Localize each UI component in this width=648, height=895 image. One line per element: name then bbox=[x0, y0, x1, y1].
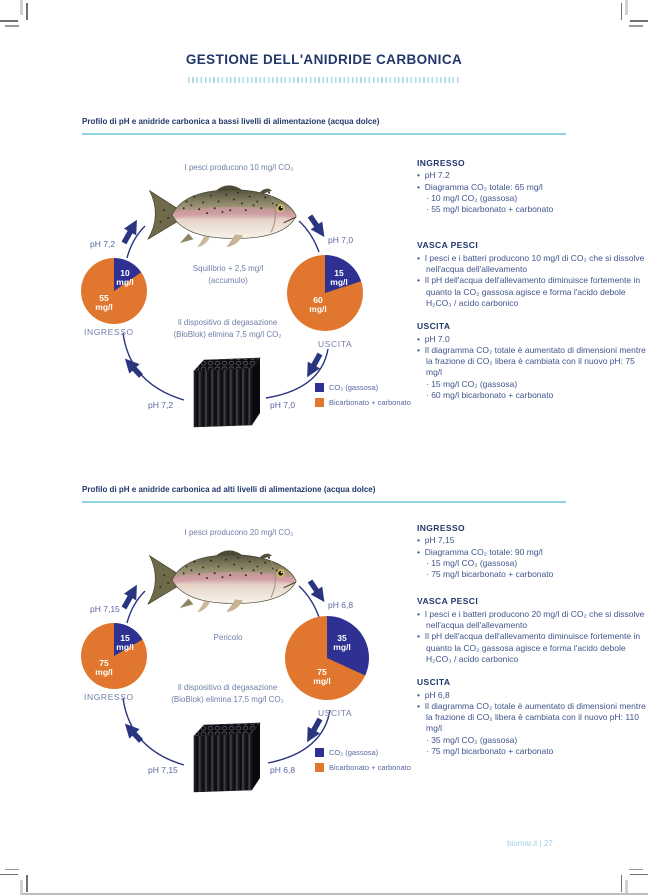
page-footer bbox=[470, 839, 590, 848]
vasca-pesci-block bbox=[417, 240, 646, 309]
ingresso-heading: INGRESSO bbox=[417, 523, 466, 533]
section-title-low-feeding: Profilo di pH e anidride carbonica a bassi livelli di alimentazione (acqua dolce) bbox=[82, 117, 380, 126]
uscita-ph-label: pH 7,0 bbox=[328, 235, 354, 245]
pie-bicarb-value: 75 mg/l bbox=[95, 658, 113, 677]
footer-separator: | bbox=[539, 839, 542, 848]
crop-mark bbox=[0, 874, 18, 876]
co2-cycle-diagram-low bbox=[78, 155, 410, 455]
ingresso-label: INGRESSO bbox=[84, 327, 134, 337]
bullet: • Diagramma CO₂ totale: 65 mg/l bbox=[417, 182, 646, 193]
uscita-heading: USCITA bbox=[417, 677, 451, 688]
text-panel-low bbox=[417, 158, 646, 401]
bioblok-cube-illustration bbox=[186, 355, 264, 429]
crop-mark bbox=[625, 0, 628, 15]
pie-bicarb-value: 75 mg/l bbox=[313, 667, 331, 686]
bullet: • Il pH dell'acqua dell'allevamento diminuisce fortemente in quanto la CO₂ gassosa agisce e forma l'acido debole H₂CO₃ / acido carbonico bbox=[417, 275, 646, 309]
vasca-pesci-block bbox=[417, 596, 646, 665]
crop-mark bbox=[621, 875, 623, 892]
text-panel-high bbox=[417, 523, 646, 757]
co2-cycle-diagram-high bbox=[78, 520, 410, 820]
pie-legend bbox=[315, 748, 411, 778]
bullet: • Il pH dell'acqua dell'allevamento diminuisce fortemente in quanto la CO₂ gassosa agisce e forma l'acido debole H₂CO₃ / acido carbonico bbox=[417, 631, 646, 665]
cube-right-ph-label: pH 7,0 bbox=[270, 400, 296, 410]
sub-bullet: · 55 mg/l bicarbonato + carbonato bbox=[417, 204, 646, 215]
legend-bicarb-label: Bicarbonato + carbonato bbox=[329, 763, 411, 772]
ingresso-heading: INGRESSO bbox=[417, 158, 466, 168]
sub-bullet: · 75 mg/l bicarbonato + carbonato bbox=[417, 746, 646, 757]
uscita-block bbox=[417, 321, 646, 401]
bullet: • Il diagramma CO₂ totale è aumentato di dimensioni mentre la frazione di CO₂ libera è cambiata con il nuovo pH: 110 mg/l bbox=[417, 701, 646, 735]
pie-bicarb-value: 55 mg/l bbox=[95, 293, 113, 312]
fish-caption: I pesci producono 10 mg/l CO₂ bbox=[184, 163, 294, 172]
legend-co2-label: CO₂ (gassosa) bbox=[329, 383, 379, 392]
sub-bullet: · 15 mg/l CO₂ (gassosa) bbox=[417, 379, 646, 390]
crop-mark bbox=[629, 869, 643, 871]
legend-co2-row bbox=[315, 383, 411, 392]
co2-swatch bbox=[315, 748, 324, 757]
sub-bullet: · 35 mg/l CO₂ (gassosa) bbox=[417, 735, 646, 746]
center-note: Pericolo bbox=[213, 633, 243, 642]
crop-mark bbox=[20, 0, 23, 15]
ingresso-block bbox=[417, 523, 646, 580]
bioblok-cube-illustration bbox=[186, 720, 264, 794]
crop-mark bbox=[629, 25, 643, 27]
pie-co2-value: 10 mg/l bbox=[116, 268, 134, 287]
ingresso-ph-label: pH 7,2 bbox=[90, 239, 116, 249]
trout-illustration bbox=[142, 542, 302, 620]
legend-co2-label: CO₂ (gassosa) bbox=[329, 748, 379, 757]
crop-mark bbox=[630, 874, 648, 876]
bullet: • pH 7,15 bbox=[417, 535, 646, 546]
legend-bicarb-label: Bicarbonato + carbonato bbox=[329, 398, 411, 407]
uscita-ph-label: pH 6,8 bbox=[328, 600, 354, 610]
crop-mark bbox=[621, 3, 623, 20]
vasca-heading: VASCA PESCI bbox=[417, 240, 479, 251]
crop-mark bbox=[630, 20, 648, 22]
cube-left-ph-label: pH 7,15 bbox=[148, 765, 178, 775]
fish-caption: I pesci producono 20 mg/l CO₂ bbox=[184, 528, 294, 537]
ingresso-pie-chart bbox=[81, 623, 147, 689]
legend-bicarb-row bbox=[315, 763, 411, 772]
cube-right-ph-label: pH 6,8 bbox=[270, 765, 296, 775]
bullet: • pH 7.2 bbox=[417, 170, 646, 181]
sub-bullet: · 60 mg/l bicarbonato + carbonato bbox=[417, 390, 646, 401]
legend-bicarb-row bbox=[315, 398, 411, 407]
sub-bullet: · 75 mg/l bicarbonato + carbonato bbox=[417, 569, 646, 580]
page-title: GESTIONE DELL'ANIDRIDE CARBONICA bbox=[185, 52, 463, 67]
section-divider bbox=[82, 501, 566, 503]
title-underline-ticks bbox=[188, 77, 460, 83]
footer-site: biomar.it bbox=[507, 839, 538, 848]
uscita-pie-chart bbox=[285, 616, 369, 700]
ingresso-label: INGRESSO bbox=[84, 692, 134, 702]
trout-illustration bbox=[142, 177, 302, 255]
crop-mark bbox=[5, 869, 19, 871]
bicarb-swatch bbox=[315, 763, 324, 772]
pie-co2-value: 15 mg/l bbox=[330, 268, 348, 287]
co2-swatch bbox=[315, 383, 324, 392]
sub-bullet: · 15 mg/l CO₂ (gassosa) bbox=[417, 558, 646, 569]
bullet: • Il diagramma CO₂ totale è aumentato di dimensioni mentre la frazione di CO₂ libera è cambiata con il nuovo pH: 75 mg/l bbox=[417, 345, 646, 379]
pie-bicarb-value: 60 mg/l bbox=[309, 295, 327, 314]
uscita-label: USCITA bbox=[318, 339, 353, 349]
uscita-label: USCITA bbox=[318, 708, 353, 718]
degasser-note: Il dispositivo di degasazione (BioBlok) elimina 17,5 mg/l CO₂ bbox=[171, 683, 284, 704]
uscita-pie-chart bbox=[287, 255, 363, 331]
crop-mark bbox=[5, 25, 19, 27]
sub-bullet: · 10 mg/l CO₂ (gassosa) bbox=[417, 193, 646, 204]
legend-co2-row bbox=[315, 748, 411, 757]
crop-mark bbox=[0, 20, 18, 22]
pie-co2-value: 35 mg/l bbox=[333, 633, 351, 652]
bullet: • I pesci e i batteri producono 20 mg/l di CO₂ che si dissolve nell'acqua dell'allevamento bbox=[417, 609, 646, 632]
ingresso-pie-chart bbox=[81, 258, 147, 324]
ingresso-ph-label: pH 7,15 bbox=[90, 604, 120, 614]
uscita-block bbox=[417, 677, 646, 757]
bicarb-swatch bbox=[315, 398, 324, 407]
bullet: • pH 6,8 bbox=[417, 690, 646, 701]
vasca-heading: VASCA PESCI bbox=[417, 596, 479, 607]
footer-page-number: 27 bbox=[543, 839, 553, 848]
cube-left-ph-label: pH 7,2 bbox=[148, 400, 174, 410]
section-title-high-feeding: Profilo di pH e anidride carbonica ad alti livelli di alimentazione (acqua dolce) bbox=[82, 485, 376, 494]
bullet: • pH 7.0 bbox=[417, 334, 646, 345]
center-note: Squilibrio + 2,5 mg/l (accumulo) bbox=[192, 264, 264, 285]
bullet: • I pesci e i batteri producono 10 mg/l di CO₂ che si dissolve nell'acqua dell'allevamento bbox=[417, 253, 646, 276]
pie-co2-value: 15 mg/l bbox=[116, 633, 134, 652]
ingresso-block bbox=[417, 158, 646, 215]
uscita-heading: USCITA bbox=[417, 321, 451, 332]
degasser-note: Il dispositivo di degasazione (BioBlok) elimina 7,5 mg/l CO₂ bbox=[173, 318, 282, 339]
crop-mark bbox=[26, 3, 28, 20]
crop-mark bbox=[26, 875, 28, 892]
pie-legend bbox=[315, 383, 411, 413]
section-divider bbox=[82, 133, 566, 135]
bullet: • Diagramma CO₂ totale: 90 mg/l bbox=[417, 547, 646, 558]
